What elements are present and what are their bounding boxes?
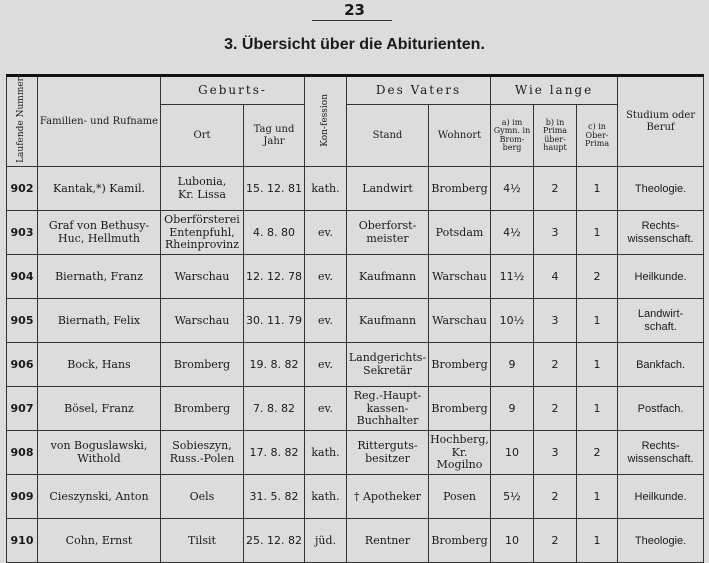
cell-stand: Landgerichts- Sekretär: [347, 343, 429, 387]
cell-wohnort: Posen: [429, 475, 491, 519]
page-title: 3. Übersicht über die Abiturienten.: [224, 36, 485, 53]
header-studium: Studium oder Beruf: [618, 76, 704, 167]
cell-oberprima: 2: [577, 431, 618, 475]
cell-nummer: 910: [7, 519, 38, 563]
cell-datum: 25. 12. 82: [244, 519, 305, 563]
cell-stand: Kaufmann: [347, 255, 429, 299]
header-gymnasium: a) im Gymn. in Brom-berg: [491, 105, 534, 167]
table-row: [7, 255, 704, 299]
cell-wohnort: Potsdam: [429, 211, 491, 255]
cell-prima: 2: [534, 387, 577, 431]
cell-ort: Bromberg: [161, 387, 244, 431]
cell-ort: Lubonia, Kr. Lissa: [161, 167, 244, 211]
page-number: 23: [344, 1, 365, 19]
cell-wohnort: Bromberg: [429, 519, 491, 563]
cell-wohnort: Bromberg: [429, 167, 491, 211]
cell-oberprima: 2: [577, 255, 618, 299]
table-row: [7, 519, 704, 563]
cell-prima: 3: [534, 299, 577, 343]
cell-nummer: 907: [7, 387, 38, 431]
cell-ort: Oels: [161, 475, 244, 519]
cell-ort: Bromberg: [161, 343, 244, 387]
cell-gymnasium: 9: [491, 387, 534, 431]
table-row: [7, 211, 704, 255]
table-row: [7, 343, 704, 387]
cell-name: Biernath, Franz: [38, 255, 161, 299]
cell-nummer: 906: [7, 343, 38, 387]
header-konfession: Kon-fession: [305, 76, 347, 167]
cell-studium: Landwirt- schaft.: [618, 299, 704, 343]
cell-konfession: ev.: [305, 387, 347, 431]
cell-studium: Heilkunde.: [618, 475, 704, 519]
cell-nummer: 902: [7, 167, 38, 211]
cell-oberprima: 1: [577, 387, 618, 431]
cell-datum: 7. 8. 82: [244, 387, 305, 431]
table-row: [7, 475, 704, 519]
cell-nummer: 905: [7, 299, 38, 343]
cell-stand: Kaufmann: [347, 299, 429, 343]
cell-name: von Boguslawski, Withold: [38, 431, 161, 475]
cell-name: Kantak,*) Kamil.: [38, 167, 161, 211]
cell-ort: Tilsit: [161, 519, 244, 563]
header-wohnort: Wohnort: [429, 105, 491, 167]
cell-wohnort: Hochberg, Kr. Mogilno: [429, 431, 491, 475]
cell-name: Graf von Bethusy- Huc, Hellmuth: [38, 211, 161, 255]
cell-name: Bösel, Franz: [38, 387, 161, 431]
table-body: [7, 167, 704, 563]
cell-ort: Warschau: [161, 299, 244, 343]
cell-prima: 2: [534, 343, 577, 387]
cell-konfession: ev.: [305, 343, 347, 387]
cell-gymnasium: 9: [491, 343, 534, 387]
cell-konfession: kath.: [305, 475, 347, 519]
cell-oberprima: 1: [577, 519, 618, 563]
cell-studium: Theologie.: [618, 519, 704, 563]
cell-konfession: ev.: [305, 211, 347, 255]
cell-nummer: 904: [7, 255, 38, 299]
cell-stand: † Apotheker: [347, 475, 429, 519]
cell-gymnasium: 4½: [491, 167, 534, 211]
cell-studium: Rechts- wissenschaft.: [618, 211, 704, 255]
header-wie-lange: Wie lange: [491, 76, 618, 105]
header-oberprima: c) in Ober-Prima: [577, 105, 618, 167]
cell-datum: 30. 11. 79: [244, 299, 305, 343]
cell-datum: 19. 8. 82: [244, 343, 305, 387]
cell-studium: Heilkunde.: [618, 255, 704, 299]
cell-datum: 15. 12. 81: [244, 167, 305, 211]
cell-oberprima: 1: [577, 167, 618, 211]
cell-konfession: ev.: [305, 255, 347, 299]
cell-konfession: kath.: [305, 167, 347, 211]
cell-wohnort: Warschau: [429, 255, 491, 299]
cell-prima: 2: [534, 167, 577, 211]
cell-wohnort: Bromberg: [429, 387, 491, 431]
table-row: [7, 299, 704, 343]
cell-datum: 31. 5. 82: [244, 475, 305, 519]
cell-stand: Ritterguts- besitzer: [347, 431, 429, 475]
cell-gymnasium: 5½: [491, 475, 534, 519]
cell-prima: 2: [534, 519, 577, 563]
cell-oberprima: 1: [577, 299, 618, 343]
header-des-vaters: Des Vaters: [347, 76, 491, 105]
cell-wohnort: Warschau: [429, 299, 491, 343]
table-row: [7, 431, 704, 475]
cell-prima: 3: [534, 211, 577, 255]
cell-name: Biernath, Felix: [38, 299, 161, 343]
cell-datum: 17. 8. 82: [244, 431, 305, 475]
cell-oberprima: 1: [577, 343, 618, 387]
cell-konfession: jüd.: [305, 519, 347, 563]
cell-studium: Bankfach.: [618, 343, 704, 387]
cell-stand: Rentner: [347, 519, 429, 563]
cell-prima: 4: [534, 255, 577, 299]
cell-datum: 4. 8. 80: [244, 211, 305, 255]
cell-oberprima: 1: [577, 475, 618, 519]
cell-stand: Reg.-Haupt- kassen- Buchhalter: [347, 387, 429, 431]
table-row: [7, 167, 704, 211]
cell-stand: Landwirt: [347, 167, 429, 211]
cell-wohnort: Bromberg: [429, 343, 491, 387]
cell-studium: Rechts- wissenschaft.: [618, 431, 704, 475]
header-geburts: Geburts-: [161, 76, 305, 105]
cell-name: Bock, Hans: [38, 343, 161, 387]
cell-nummer: 903: [7, 211, 38, 255]
cell-nummer: 908: [7, 431, 38, 475]
cell-datum: 12. 12. 78: [244, 255, 305, 299]
cell-gymnasium: 10: [491, 431, 534, 475]
header-tag-jahr: Tag und Jahr: [244, 105, 305, 167]
header-ort: Ort: [161, 105, 244, 167]
table-row: [7, 387, 704, 431]
cell-gymnasium: 10½: [491, 299, 534, 343]
cell-oberprima: 1: [577, 211, 618, 255]
cell-prima: 2: [534, 475, 577, 519]
cell-prima: 3: [534, 431, 577, 475]
cell-konfession: kath.: [305, 431, 347, 475]
header-laufende-nummer: Laufende Nummer: [7, 76, 38, 167]
cell-ort: Oberförsterei Entenpfuhl, Rheinprovinz: [161, 211, 244, 255]
header-stand: Stand: [347, 105, 429, 167]
cell-studium: Postfach.: [618, 387, 704, 431]
cell-studium: Theologie.: [618, 167, 704, 211]
cell-gymnasium: 4½: [491, 211, 534, 255]
cell-ort: Sobieszyn, Russ.-Polen: [161, 431, 244, 475]
cell-gymnasium: 11½: [491, 255, 534, 299]
cell-stand: Oberforst- meister: [347, 211, 429, 255]
header-prima: b) in Prima über-haupt: [534, 105, 577, 167]
cell-gymnasium: 10: [491, 519, 534, 563]
cell-name: Cieszynski, Anton: [38, 475, 161, 519]
page-number-rule: [312, 20, 392, 21]
cell-name: Cohn, Ernst: [38, 519, 161, 563]
cell-nummer: 909: [7, 475, 38, 519]
header-name: Familien- und Rufname: [38, 76, 161, 167]
abiturienten-table: [6, 74, 704, 563]
cell-konfession: ev.: [305, 299, 347, 343]
cell-ort: Warschau: [161, 255, 244, 299]
